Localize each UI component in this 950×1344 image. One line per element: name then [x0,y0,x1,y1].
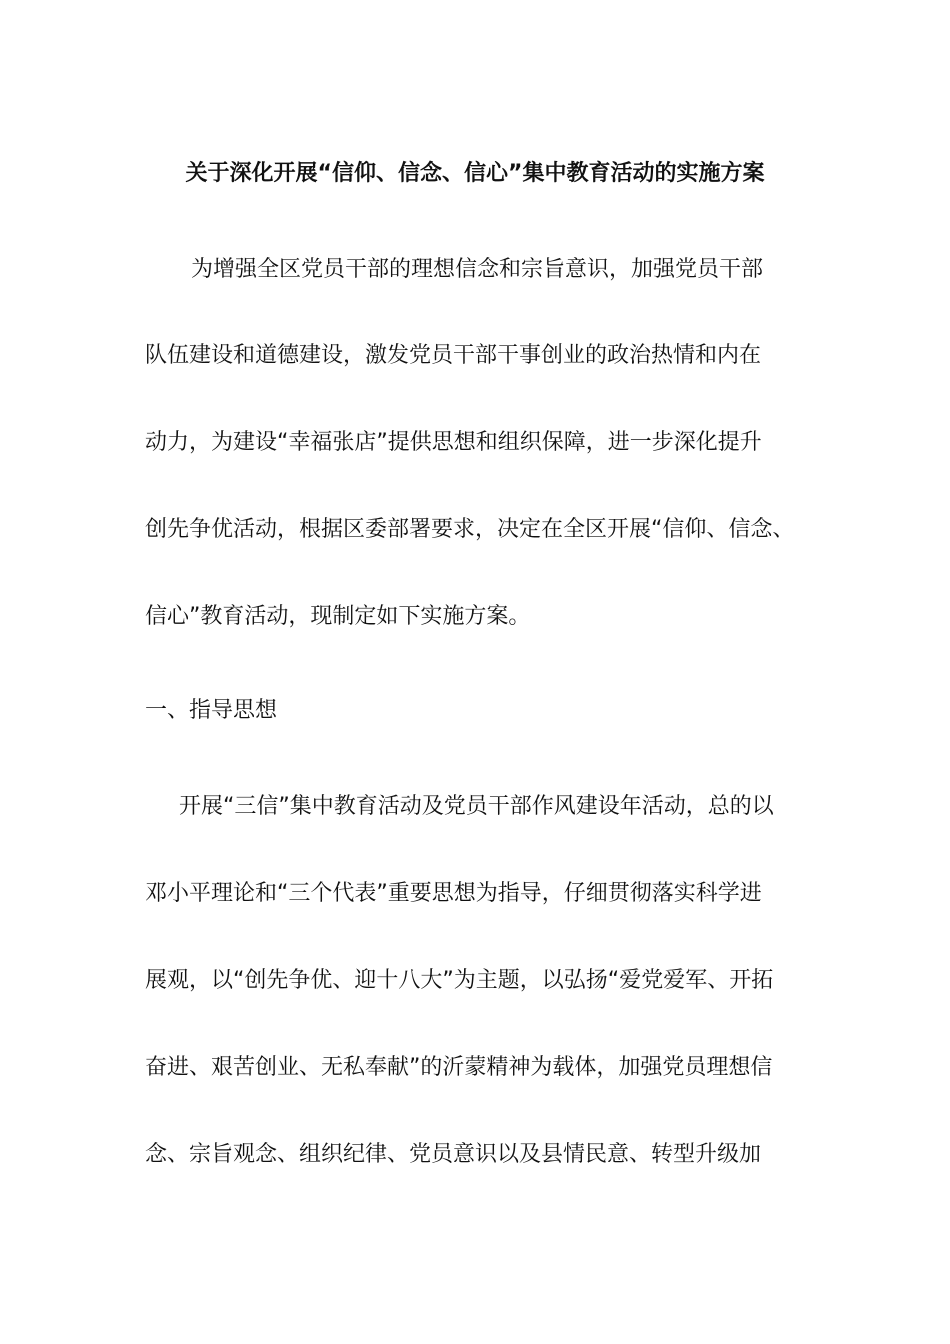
paragraph-1-line-4: 创先争优活动，根据区委部署要求，决定在全区开展“信仰、信念、 [145,517,795,542]
paragraph-1-line-1: 为增强全区党员干部的理想信念和宗旨意识，加强党员干部 [191,257,764,282]
paragraph-2-line-1: 开展“三信”集中教育活动及党员干部作风建设年活动，总的以 [179,794,774,819]
document-title: 关于深化开展“信仰、信念、信心”集中教育活动的实施方案 [185,161,765,186]
paragraph-2-line-2: 邓小平理论和“三个代表”重要思想为指导，仔细贯彻落实科学进 [145,881,762,906]
paragraph-1-line-3: 动力，为建设“幸福张店”提供思想和组织保障，进一步深化提升 [145,430,762,455]
paragraph-1-line-2: 队伍建设和道德建设，激发党员干部干事创业的政治热情和内在 [145,343,762,368]
paragraph-1-line-5: 信心”教育活动，现制定如下实施方案。 [145,604,531,629]
paragraph-2-line-3: 展观，以“创先争优、迎十八大”为主题，以弘扬“爱党爱军、开拓 [145,968,774,993]
paragraph-2-line-5: 念、宗旨观念、组织纪律、党员意识以及县情民意、转型升级加 [145,1142,762,1167]
section-heading-guiding-ideology: 一、指导思想 [145,698,278,723]
paragraph-2-line-4: 奋进、艰苦创业、无私奉献”的沂蒙精神为载体，加强党员理想信 [145,1055,773,1080]
